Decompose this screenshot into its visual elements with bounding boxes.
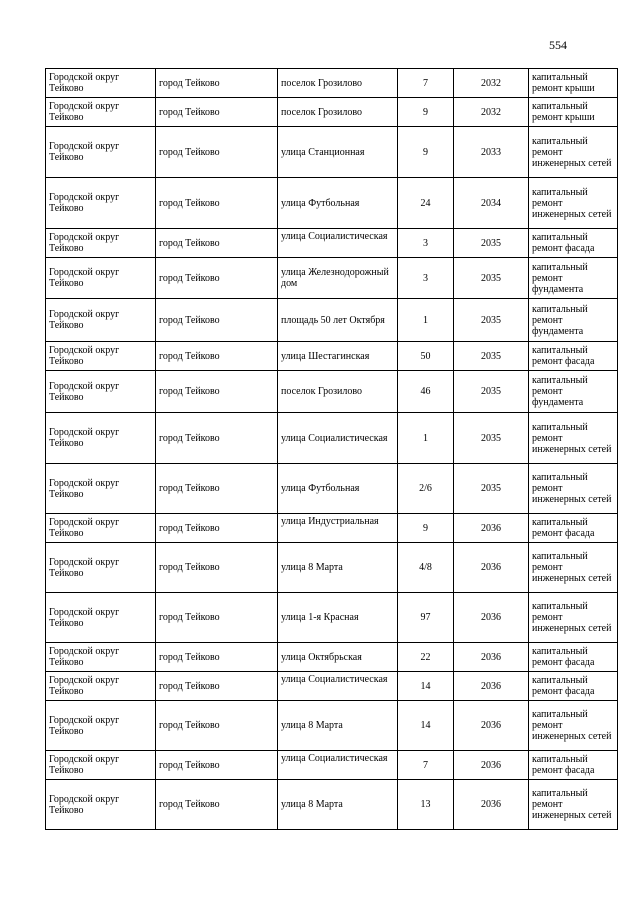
year-cell: 2034 — [454, 178, 529, 229]
work-type-cell: капитальный ремонт инженерных сетей — [529, 178, 618, 229]
house-number-cell: 9 — [398, 98, 454, 127]
street-cell: улица Станционная — [278, 127, 398, 178]
house-number-cell: 97 — [398, 593, 454, 643]
table-row — [46, 342, 618, 371]
city-cell: город Тейково — [156, 258, 278, 299]
district-cell: Городской округ Тейково — [46, 780, 156, 830]
district-cell: Городской округ Тейково — [46, 464, 156, 514]
street-cell: улица 8 Марта — [278, 543, 398, 593]
street-cell: улица 1-я Красная — [278, 593, 398, 643]
year-cell: 2036 — [454, 643, 529, 672]
district-cell: Городской округ Тейково — [46, 593, 156, 643]
work-type-cell: капитальный ремонт крыши — [529, 69, 618, 98]
work-type-cell: капитальный ремонт фасада — [529, 751, 618, 780]
year-cell: 2032 — [454, 69, 529, 98]
table-body — [46, 69, 618, 830]
work-type-cell: капитальный ремонт фасада — [529, 672, 618, 701]
city-cell: город Тейково — [156, 643, 278, 672]
work-type-cell: капитальный ремонт крыши — [529, 98, 618, 127]
street-cell: улица Социалистическая — [278, 751, 398, 780]
house-number-cell: 14 — [398, 701, 454, 751]
year-cell: 2036 — [454, 543, 529, 593]
house-number-cell: 13 — [398, 780, 454, 830]
work-type-cell: капитальный ремонт фундамента — [529, 299, 618, 342]
table-row — [46, 751, 618, 780]
year-cell: 2036 — [454, 672, 529, 701]
city-cell: город Тейково — [156, 98, 278, 127]
street-cell: поселок Грозилово — [278, 371, 398, 413]
city-cell: город Тейково — [156, 342, 278, 371]
table-row — [46, 69, 618, 98]
district-cell: Городской округ Тейково — [46, 672, 156, 701]
year-cell: 2035 — [454, 464, 529, 514]
year-cell: 2035 — [454, 299, 529, 342]
street-cell: поселок Грозилово — [278, 98, 398, 127]
table-row — [46, 371, 618, 413]
district-cell: Городской округ Тейково — [46, 98, 156, 127]
district-cell: Городской округ Тейково — [46, 178, 156, 229]
table-row — [46, 178, 618, 229]
street-cell: площадь 50 лет Октября — [278, 299, 398, 342]
table-row — [46, 229, 618, 258]
house-number-cell: 24 — [398, 178, 454, 229]
city-cell: город Тейково — [156, 593, 278, 643]
street-cell: улица 8 Марта — [278, 701, 398, 751]
table-row — [46, 514, 618, 543]
year-cell: 2033 — [454, 127, 529, 178]
table-row — [46, 672, 618, 701]
year-cell: 2036 — [454, 701, 529, 751]
house-number-cell: 9 — [398, 514, 454, 543]
year-cell: 2035 — [454, 229, 529, 258]
work-type-cell: капитальный ремонт фасада — [529, 643, 618, 672]
city-cell: город Тейково — [156, 543, 278, 593]
house-number-cell: 2/6 — [398, 464, 454, 514]
year-cell: 2036 — [454, 514, 529, 543]
street-cell: улица Индустриальная — [278, 514, 398, 543]
district-cell: Городской округ Тейково — [46, 751, 156, 780]
work-type-cell: капитальный ремонт фасада — [529, 514, 618, 543]
table-row — [46, 258, 618, 299]
city-cell: город Тейково — [156, 299, 278, 342]
table-row — [46, 701, 618, 751]
district-cell: Городской округ Тейково — [46, 543, 156, 593]
table-row — [46, 643, 618, 672]
city-cell: город Тейково — [156, 229, 278, 258]
table-row — [46, 98, 618, 127]
district-cell: Городской округ Тейково — [46, 643, 156, 672]
house-number-cell: 14 — [398, 672, 454, 701]
year-cell: 2035 — [454, 258, 529, 299]
work-type-cell: капитальный ремонт фундамента — [529, 258, 618, 299]
district-cell: Городской округ Тейково — [46, 342, 156, 371]
district-cell: Городской округ Тейково — [46, 299, 156, 342]
year-cell: 2036 — [454, 751, 529, 780]
street-cell: улица Железнодорожный дом — [278, 258, 398, 299]
house-number-cell: 50 — [398, 342, 454, 371]
city-cell: город Тейково — [156, 672, 278, 701]
district-cell: Городской округ Тейково — [46, 514, 156, 543]
table-row — [46, 543, 618, 593]
district-cell: Городской округ Тейково — [46, 701, 156, 751]
work-type-cell: капитальный ремонт фасада — [529, 342, 618, 371]
page-number: 554 — [549, 38, 567, 52]
house-number-cell: 46 — [398, 371, 454, 413]
year-cell: 2036 — [454, 780, 529, 830]
table-row — [46, 299, 618, 342]
street-cell: улица Социалистическая — [278, 229, 398, 258]
work-type-cell: капитальный ремонт фундамента — [529, 371, 618, 413]
district-cell: Городской округ Тейково — [46, 229, 156, 258]
repair-schedule-table — [45, 68, 618, 830]
table-row — [46, 780, 618, 830]
district-cell: Городской округ Тейково — [46, 371, 156, 413]
street-cell: улица Октябрьская — [278, 643, 398, 672]
house-number-cell: 3 — [398, 229, 454, 258]
street-cell: улица 8 Марта — [278, 780, 398, 830]
city-cell: город Тейково — [156, 464, 278, 514]
work-type-cell: капитальный ремонт инженерных сетей — [529, 413, 618, 464]
city-cell: город Тейково — [156, 780, 278, 830]
table-row — [46, 127, 618, 178]
street-cell: улица Футбольная — [278, 178, 398, 229]
district-cell: Городской округ Тейково — [46, 258, 156, 299]
city-cell: город Тейково — [156, 69, 278, 98]
house-number-cell: 22 — [398, 643, 454, 672]
city-cell: город Тейково — [156, 371, 278, 413]
city-cell: город Тейково — [156, 751, 278, 780]
year-cell: 2036 — [454, 593, 529, 643]
work-type-cell: капитальный ремонт инженерных сетей — [529, 593, 618, 643]
house-number-cell: 7 — [398, 69, 454, 98]
street-cell: улица Футбольная — [278, 464, 398, 514]
work-type-cell: капитальный ремонт инженерных сетей — [529, 464, 618, 514]
table-row — [46, 464, 618, 514]
district-cell: Городской округ Тейково — [46, 69, 156, 98]
work-type-cell: капитальный ремонт фасада — [529, 229, 618, 258]
city-cell: город Тейково — [156, 413, 278, 464]
street-cell: поселок Грозилово — [278, 69, 398, 98]
street-cell: улица Социалистическая — [278, 672, 398, 701]
city-cell: город Тейково — [156, 514, 278, 543]
house-number-cell: 9 — [398, 127, 454, 178]
house-number-cell: 1 — [398, 299, 454, 342]
year-cell: 2035 — [454, 413, 529, 464]
work-type-cell: капитальный ремонт инженерных сетей — [529, 127, 618, 178]
district-cell: Городской округ Тейково — [46, 127, 156, 178]
work-type-cell: капитальный ремонт инженерных сетей — [529, 780, 618, 830]
district-cell: Городской округ Тейково — [46, 413, 156, 464]
house-number-cell: 1 — [398, 413, 454, 464]
house-number-cell: 4/8 — [398, 543, 454, 593]
table-row — [46, 593, 618, 643]
city-cell: город Тейково — [156, 701, 278, 751]
city-cell: город Тейково — [156, 178, 278, 229]
street-cell: улица Шестагинская — [278, 342, 398, 371]
street-cell: улица Социалистическая — [278, 413, 398, 464]
year-cell: 2032 — [454, 98, 529, 127]
year-cell: 2035 — [454, 342, 529, 371]
city-cell: город Тейково — [156, 127, 278, 178]
house-number-cell: 3 — [398, 258, 454, 299]
work-type-cell: капитальный ремонт инженерных сетей — [529, 701, 618, 751]
work-type-cell: капитальный ремонт инженерных сетей — [529, 543, 618, 593]
year-cell: 2035 — [454, 371, 529, 413]
table-row — [46, 413, 618, 464]
house-number-cell: 7 — [398, 751, 454, 780]
